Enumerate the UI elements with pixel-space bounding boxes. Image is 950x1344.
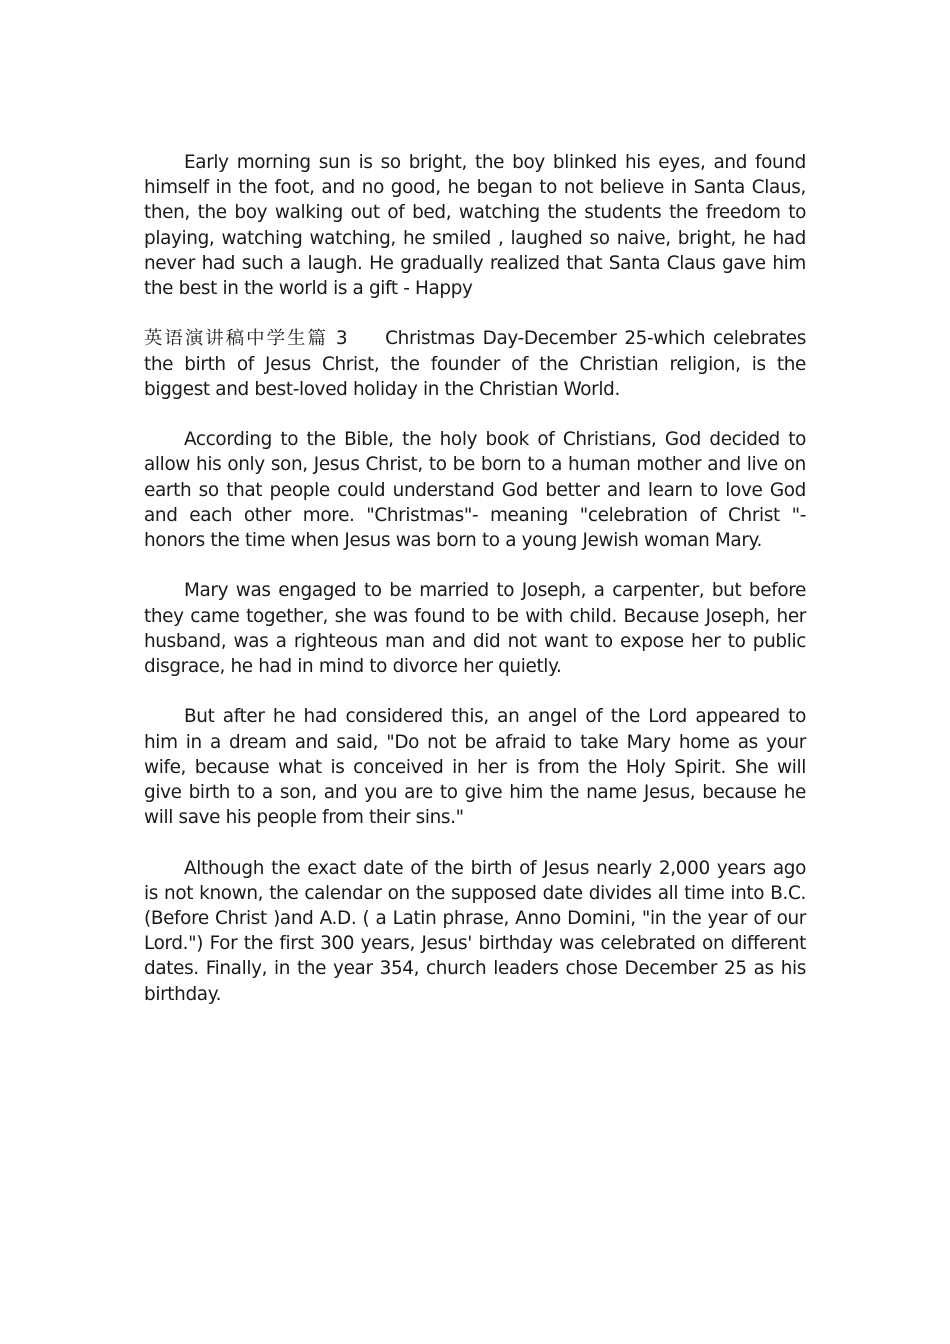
paragraph-christmas-day-text: Christmas Day-December 25-which celebrates the birth of Jesus Christ, the founder of the Christian religion, is the biggest and best-loved holiday in the Christian World. <box>144 328 806 400</box>
section-heading: 英语演讲稿中学生篇 3 <box>144 328 348 350</box>
paragraph-christmas-day <box>144 326 806 402</box>
paragraph-santa-claus: Early morning sun is so bright, the boy blinked his eyes, and found himself in the foot, and no good, he began to not believe in Santa Claus, then, the boy walking out of bed, watching the students the freedom to playing, watching watching, he smiled , laughed so naive, bright, he had never had such a laugh. He gradually realized that Santa Claus gave him the best in the world is a gift - Happy <box>144 152 806 300</box>
paragraph-bible: According to the Bible, the holy book of Christians, God decided to allow his only son, Jesus Christ, to be born to a human mother and live on earth so that people could understand God better and learn to love God and each other more. "Christmas"- meaning "celebration of Christ "- honors the time when Jesus was born to a young Jewish woman Mary. <box>144 429 806 552</box>
document-body <box>144 150 806 1032</box>
paragraph-date: Although the exact date of the birth of Jesus nearly 2,000 years ago is not known, the calendar on the supposed date divides all time into B.C. (Before Christ )and A.D. ( a Latin phrase, Anno Domini, "in the year of our Lord.") For the first 300 years, Jesus' birthday was celebrated on different dates. Finally, in the year 354, church leaders chose December 25 as his birthday. <box>144 857 806 1005</box>
paragraph-angel: But after he had considered this, an angel of the Lord appeared to him in a dream and said, "Do not be afraid to take Mary home as your wife, because what is conceived in her is from the Holy Spirit. She will give birth to a son, and you are to give him the name Jesus, because he will save his people from their sins." <box>144 706 806 829</box>
paragraph-mary-joseph: Mary was engaged to be married to Joseph, a carpenter, but before they came together, she was found to be with child. Because Joseph, her husband, was a righteous man and did not want to expose her to public disgrace, he had in mind to divorce her quietly. <box>144 580 806 678</box>
